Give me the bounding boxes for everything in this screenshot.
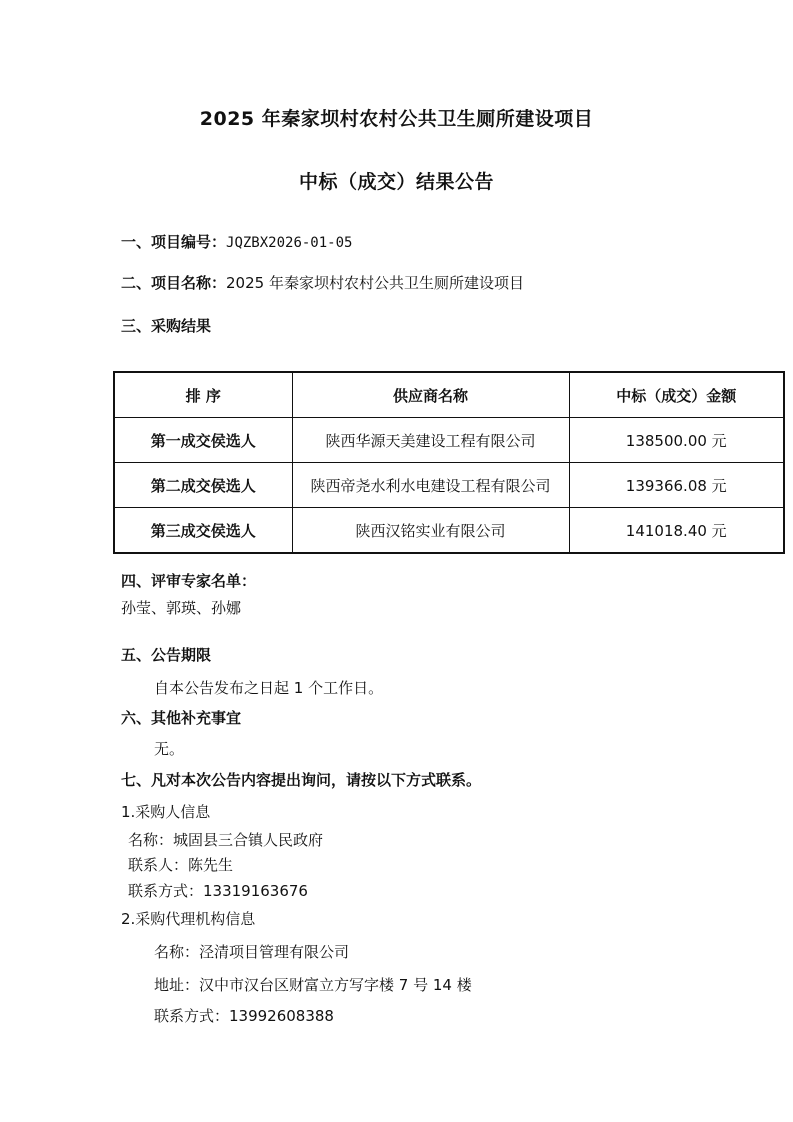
table-cell-amount: 139366.08 元 [569, 463, 784, 508]
project-name-value: 2025 年秦家坝村农村公共卫生厕所建设项目 [226, 274, 524, 292]
table-header-row [114, 372, 784, 418]
project-number-label: 一、项目编号： [121, 233, 227, 251]
document-subtitle: 中标（成交）结果公告 [298, 171, 494, 193]
purchaser-phone: 联系方式：13319163676 [128, 882, 308, 900]
notice-period-value: 自本公告发布之日起 1 个工作日。 [154, 679, 384, 697]
table-header-supplier: 供应商名称 [292, 372, 569, 418]
project-name-line [121, 272, 524, 293]
table-header-rank: 排 序 [114, 372, 292, 418]
experts-heading: 四、评审专家名单： [121, 572, 257, 590]
purchaser-name: 名称：城固县三合镇人民政府 [128, 831, 324, 849]
table-cell-amount: 138500.00 元 [569, 418, 784, 463]
table-cell-supplier: 陕西华源天美建设工程有限公司 [292, 418, 569, 463]
notice-period-heading: 五、公告期限 [121, 646, 212, 664]
project-number-value: JQZBX2026-01-05 [226, 235, 353, 251]
table-cell-rank: 第三成交侯选人 [114, 508, 292, 554]
experts-value: 孙莹、郭瑛、孙娜 [121, 599, 242, 617]
table-cell-supplier: 陕西帝尧水利水电建设工程有限公司 [292, 463, 569, 508]
result-table [113, 371, 785, 554]
table-row [114, 508, 784, 554]
purchaser-contact: 联系人：陈先生 [128, 856, 234, 874]
agency-heading: 2.采购代理机构信息 [121, 910, 256, 928]
table-cell-rank: 第一成交侯选人 [114, 418, 292, 463]
procurement-result-heading: 三、采购结果 [121, 317, 212, 335]
table-row [114, 463, 784, 508]
project-name-label: 二、项目名称： [121, 274, 227, 292]
agency-phone: 联系方式：13992608388 [154, 1007, 334, 1025]
purchaser-heading: 1.采购人信息 [121, 803, 211, 821]
project-number-line [121, 231, 352, 252]
other-value: 无。 [154, 740, 185, 758]
table-cell-rank: 第二成交侯选人 [114, 463, 292, 508]
contact-heading: 七、凡对本次公告内容提出询问，请按以下方式联系。 [121, 771, 482, 789]
table-row [114, 418, 784, 463]
table-header-amount: 中标（成交）金额 [569, 372, 784, 418]
document-title: 2025 年秦家坝村农村公共卫生厕所建设项目 [199, 108, 594, 130]
other-heading: 六、其他补充事宜 [121, 709, 242, 727]
agency-address: 地址：汉中市汉台区财富立方写字楼 7 号 14 楼 [154, 976, 472, 994]
agency-name: 名称：泾清项目管理有限公司 [154, 943, 350, 961]
table-cell-supplier: 陕西汉铭实业有限公司 [292, 508, 569, 554]
table-cell-amount: 141018.40 元 [569, 508, 784, 554]
